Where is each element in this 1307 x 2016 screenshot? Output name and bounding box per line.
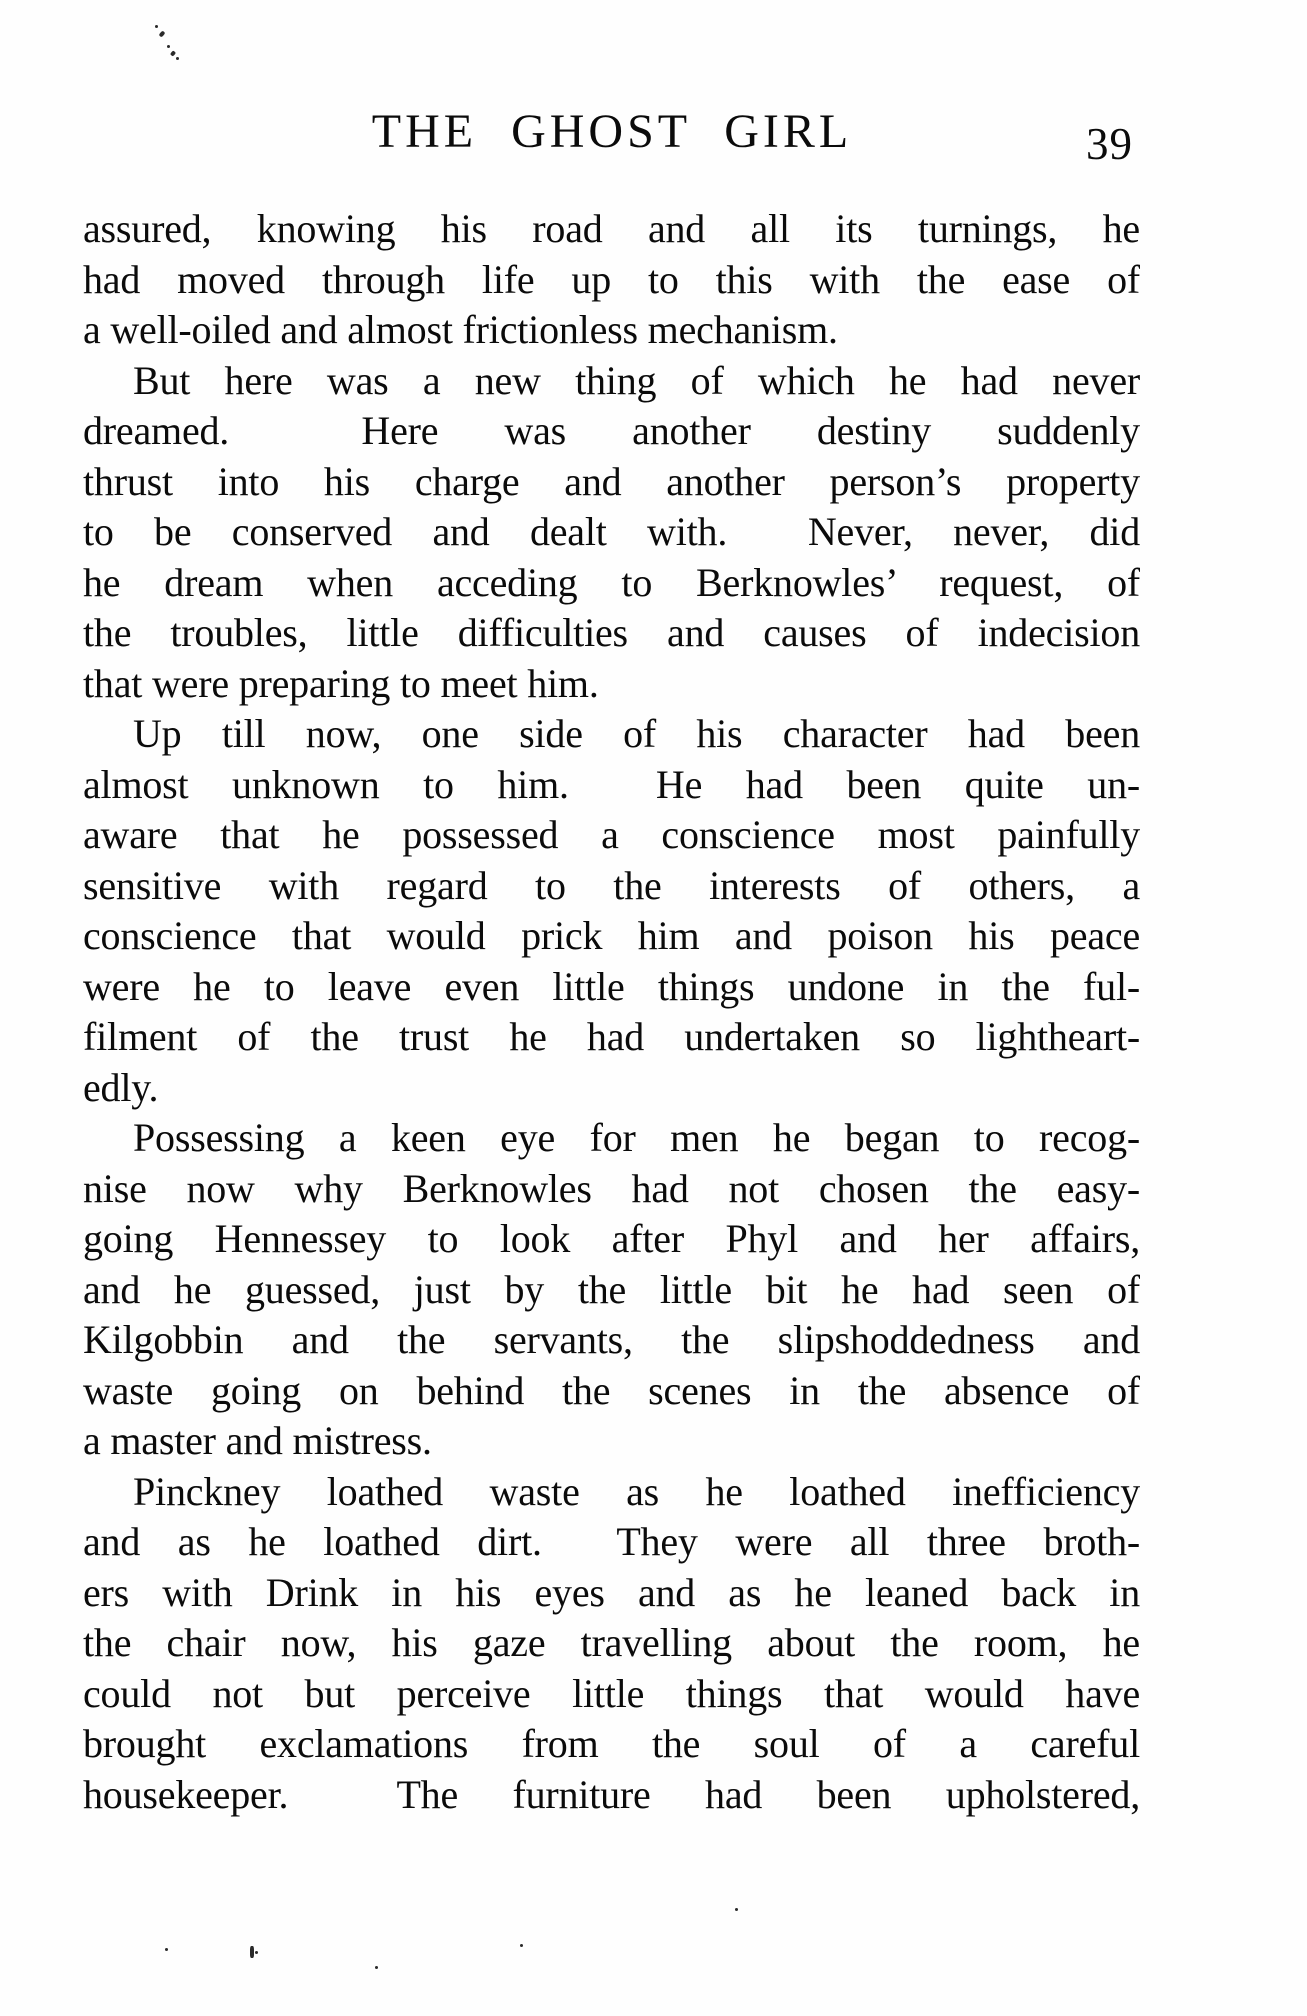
text-line: brought exclamations from the soul of a careful xyxy=(83,1721,1140,1766)
text-line: thrust into his charge and another person’s property xyxy=(83,458,1140,504)
text-line: had moved through life up to this with the ease of xyxy=(83,256,1140,302)
text-line: ers with Drink in his eyes and as he leaned back in xyxy=(83,1569,1140,1615)
scan-speck xyxy=(170,50,176,56)
text-line: Kilgobbin and the servants, the slipshoddedness and xyxy=(83,1317,1140,1362)
text-line: almost unknown to him. He had been quite un- xyxy=(83,761,1140,807)
scan-speck xyxy=(375,1966,378,1969)
text-line: aware that he possessed a conscience most painfully xyxy=(83,812,1140,857)
text-line: nise now why Berknowles had not chosen the easy- xyxy=(83,1165,1140,1211)
text-line: housekeeper. The furniture had been upholstered, xyxy=(83,1771,1140,1817)
text-line: that were preparing to meet him. xyxy=(83,660,599,706)
scan-speck xyxy=(165,1948,168,1951)
scan-speck xyxy=(159,30,166,37)
text-line: could not but perceive little things that would have xyxy=(83,1670,1140,1716)
page-text xyxy=(83,204,1140,1820)
text-line: and as he loathed dirt. They were all three broth- xyxy=(83,1519,1140,1564)
text-line: filment of the trust he had undertaken so lightheart- xyxy=(83,1014,1140,1059)
scan-speck xyxy=(155,25,158,28)
scan-speck xyxy=(250,1946,254,1958)
text-line: Pinckney loathed waste as he loathed inefficiency xyxy=(133,1468,1140,1514)
text-line: edly. xyxy=(83,1064,159,1110)
scan-speck xyxy=(167,45,170,48)
scan-speck xyxy=(735,1908,738,1911)
running-head-title: THE GHOST GIRL xyxy=(371,105,853,158)
text-line: he dream when acceding to Berknowles’ request, of xyxy=(83,559,1140,605)
text-line: But here was a new thing of which he had never xyxy=(133,357,1140,403)
text-line: were he to leave even little things undone in the ful- xyxy=(83,963,1140,1009)
text-line: assured, knowing his road and all its turnings, he xyxy=(83,206,1140,251)
scan-speck xyxy=(176,57,179,60)
text-line: going Hennessey to look after Phyl and her affairs, xyxy=(83,1216,1140,1261)
text-line: conscience that would prick him and poison his peace xyxy=(83,913,1140,958)
text-line: waste going on behind the scenes in the absence of xyxy=(83,1367,1140,1413)
text-line: to be conserved and dealt with. Never, never, did xyxy=(83,509,1140,554)
scan-speck xyxy=(255,1951,258,1954)
text-line: a well-oiled and almost frictionless mechanism. xyxy=(83,307,838,352)
text-line: Possessing a keen eye for men he began to recog- xyxy=(133,1115,1140,1160)
page-number: 39 xyxy=(1086,119,1133,169)
text-line: dreamed. Here was another destiny suddenly xyxy=(83,408,1140,453)
text-line: a master and mistress. xyxy=(83,1418,432,1463)
text-line: Up till now, one side of his character had been xyxy=(133,711,1140,756)
text-line: and he guessed, just by the little bit he had seen of xyxy=(83,1266,1140,1312)
text-line: the troubles, little difficulties and causes of indecision xyxy=(83,610,1140,655)
text-line: sensitive with regard to the interests of others, a xyxy=(83,862,1140,908)
scan-speck xyxy=(520,1944,523,1947)
text-line: the chair now, his gaze travelling about the room, he xyxy=(83,1620,1140,1665)
